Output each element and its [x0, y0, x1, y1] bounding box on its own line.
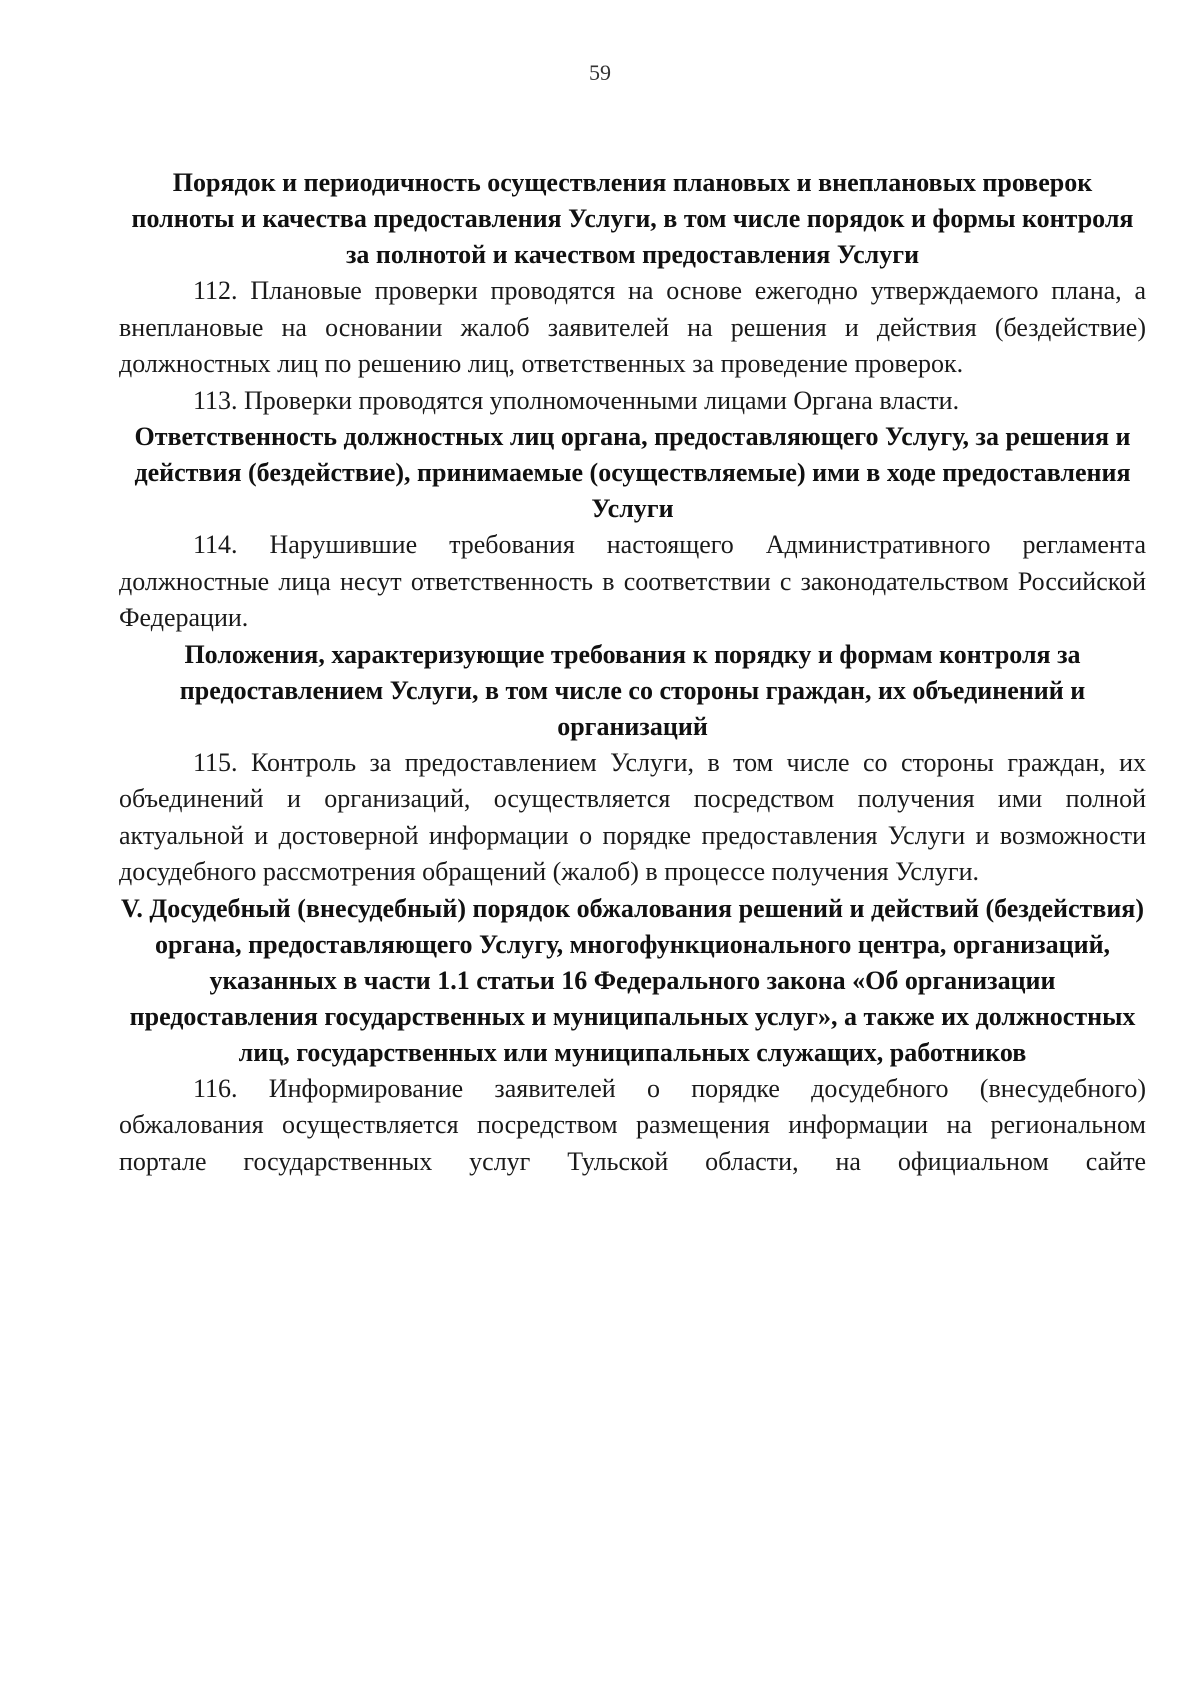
- paragraph-114: 114. Нарушившие требования настоящего Административного регламента должностные лица несут ответственность в соответствии с законодательством Российской Федерации.: [119, 530, 1146, 632]
- section-heading-responsibility: Ответственность должностных лиц органа, предоставляющего Услугу, за решения и действия (бездействие), принимаемые (осуществляемые) ими в ходе предоставления Услуги: [134, 422, 1131, 523]
- document-body: [119, 165, 1146, 1180]
- paragraph-116: 116. Информирование заявителей о порядке досудебного (внесудебного) обжалования осуществляется посредством размещения информации на региональном портале государственных услуг Тульской области, на официальном сайте: [119, 1073, 1146, 1176]
- paragraph-112: 112. Плановые проверки проводятся на основе ежегодно утверждаемого плана, а внеплановые на основании жалоб заявителей на решения и действия (бездействие) должностных лиц по решению лиц, ответственных за проведение проверок.: [119, 276, 1146, 378]
- page-number: 59: [589, 60, 611, 85]
- paragraph-115: 115. Контроль за предоставлением Услуги, в том числе со стороны граждан, их объединений и организаций, осуществляется посредством получения ими полной актуальной и достоверной информации о порядке предоставления Услуги и возможности досудебного рассмотрения обращений (жалоб) в процессе получения Услуги.: [119, 747, 1146, 886]
- section-heading-pretrial-appeal: V. Досудебный (внесудебный) порядок обжалования решений и действий (бездействия) органа, предоставляющего Услугу, многофункционального центра, организаций, указанных в части 1.1 статьи 16 Федерального закона «Об организации предоставления государственных и муниципальных услуг», а также их должностных лиц, государственных или муниципальных служащих, работников: [120, 893, 1145, 1067]
- paragraph-113: 113. Проверки проводятся уполномоченными лицами Органа власти.: [193, 385, 960, 415]
- section-heading-inspections: Порядок и периодичность осуществления плановых и внеплановых проверок полноты и качества предоставления Услуги, в том числе порядок и формы контроля за полнотой и качеством предоставления Услуги: [131, 168, 1134, 269]
- section-heading-control-requirements: Положения, характеризующие требования к порядку и формам контроля за предоставлением Услуги, в том числе со стороны граждан, их объединений и организаций: [179, 639, 1086, 741]
